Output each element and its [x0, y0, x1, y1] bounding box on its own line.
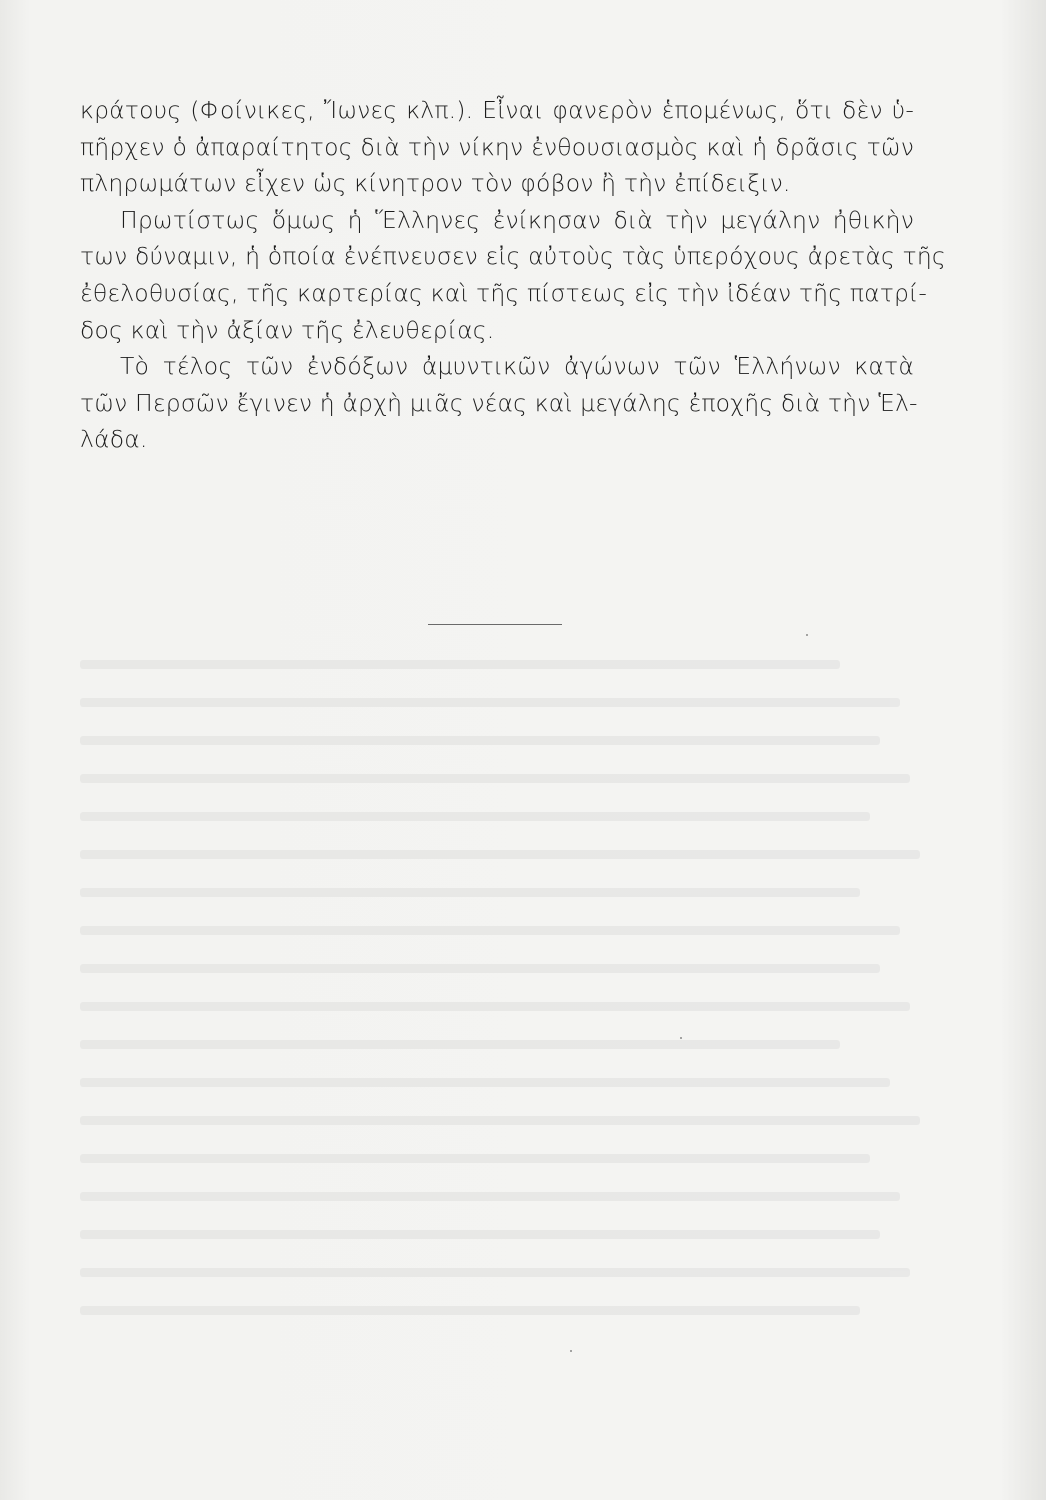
text-line: Τὸ τέλος τῶν ἐνδόξων ἀμυντικῶν ἀγώνων τῶν Ἑλλήνων κατὰ [120, 352, 914, 381]
ink-speck [680, 1037, 682, 1039]
text-line: Πρωτίστως ὅμως ἡ Ἕλληνες ἐνίκησαν διὰ τὴν μεγάλην ἠθικὴν [120, 205, 914, 234]
text-line: τῶν Περσῶν ἔγινεν ἡ ἀρχὴ μιᾶς νέας καὶ μεγάλης ἐποχῆς διὰ τὴν Ἑλ- [80, 388, 918, 417]
text-line: δος καὶ τὴν ἀξίαν τῆς ἐλευθερίας. [80, 315, 495, 344]
bleed-through-text [80, 660, 940, 1420]
ink-speck [570, 1350, 572, 1352]
ink-speck [806, 634, 808, 636]
section-divider [428, 624, 562, 625]
text-line: λάδα. [80, 425, 148, 454]
text-line: πῆρχεν ὁ ἀπαραίτητος διὰ τὴν νίκην ἐνθουσιασμὸς καὶ ἡ δρᾶσις τῶν [80, 132, 914, 161]
body-text [80, 92, 946, 458]
text-line: πληρωμάτων εἶχεν ὡς κίνητρον τὸν φόβον ἢ τὴν ἐπίδειξιν. [80, 169, 791, 198]
text-line: ἐθελοθυσίας, τῆς καρτερίας καὶ τῆς πίστεως εἰς τὴν ἰδέαν τῆς πατρί- [80, 278, 927, 307]
text-line: κράτους (Φοίνικες, Ἴωνες κλπ.). Εἶναι φανερὸν ἑπομένως, ὅτι δὲν ὑ- [80, 96, 914, 124]
text-line: των δύναμιν, ἡ ὁποία ἐνέπνευσεν εἰς αὐτοὺς τὰς ὑπερόχους ἀρετὰς τῆς [80, 242, 946, 271]
